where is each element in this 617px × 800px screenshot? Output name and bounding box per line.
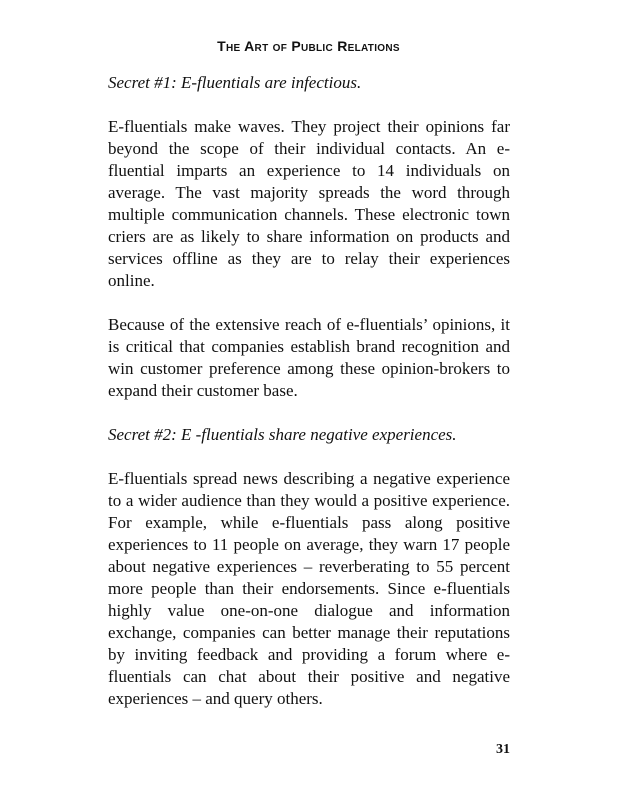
spacer <box>108 94 510 116</box>
spacer <box>108 402 510 424</box>
section-1-paragraph-1: E-fluentials make waves. They project their opinions far beyond the scope of their individual contacts. An e-fluential imparts an experience to 14 individuals on average. The vast majority spreads the word through multiple communication channels. These electronic town criers are as likely to share information on products and services offline as they are to relay their experiences online. <box>108 117 510 290</box>
running-head-title: The Art of Public Relations <box>217 38 400 54</box>
section-1-paragraph-2: Because of the extensive reach of e-fluentials’ opinions, it is critical that companies establish brand recognition and win customer preference among these opinion-brokers to expand their customer base. <box>108 315 510 400</box>
section-1-subheading: Secret #1: E-fluentials are infectious. <box>108 73 362 92</box>
page-body <box>108 72 510 710</box>
spacer <box>108 292 510 314</box>
spacer <box>108 446 510 468</box>
section-2-paragraph-1: E-fluentials spread news describing a negative experience to a wider audience than they would a positive experience. For example, while e-fluentials pass along positive experiences to 11 people on average, they warn 17 people about negative experiences – reverberating to 55 percent more people than their endorsements. Since e-fluentials highly value one-on-one dialogue and information exchange, companies can better manage their reputations by inviting feedback and providing a forum where e-fluentials can chat about their positive and negative experiences – and query others. <box>108 469 510 708</box>
section-2-subheading: Secret #2: E -fluentials share negative experiences. <box>108 425 457 444</box>
page-number: 31 <box>496 742 510 757</box>
